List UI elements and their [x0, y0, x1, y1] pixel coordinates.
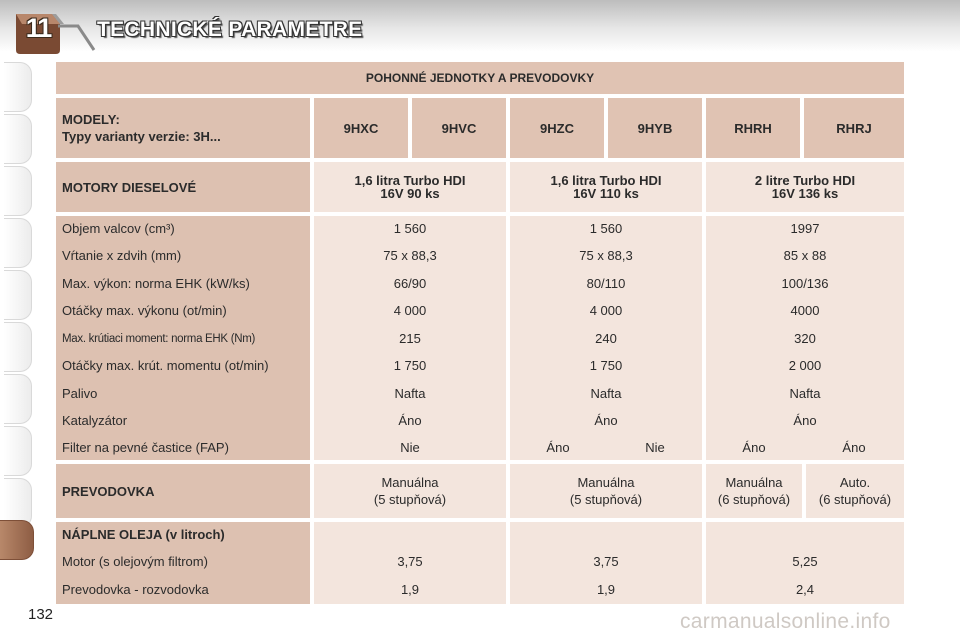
- spec-value: 75 x 88,3: [579, 248, 633, 263]
- spec-label: Objem valcov (cm³): [62, 221, 175, 236]
- fap-value: Nie: [400, 440, 420, 455]
- spec-value: 4 000: [589, 303, 623, 318]
- gearbox-cell: [314, 464, 506, 518]
- engine-cell: [314, 162, 506, 212]
- gearbox-cell: [510, 464, 702, 518]
- model-cell: 9HZC: [510, 98, 604, 158]
- oil-row-label: Prevodovka - rozvodovka: [62, 582, 209, 597]
- fap-value: Áno: [742, 440, 766, 455]
- engine-line1: 1,6 litra Turbo HDI: [354, 173, 466, 188]
- spec-label: Max. krútiaci moment: norma EHK (Nm): [62, 333, 256, 345]
- gearbox-line1: Manuálna: [725, 475, 783, 490]
- spec-value: 1 750: [393, 358, 427, 373]
- gearbox-line1: Manuálna: [381, 475, 439, 490]
- oil-value: 1,9: [400, 582, 420, 597]
- oil-value: 2,4: [795, 582, 815, 597]
- spec-label: Otáčky max. výkonu (ot/min): [62, 303, 227, 318]
- spec-value: 100/136: [781, 276, 829, 291]
- side-tab[interactable]: [4, 218, 32, 268]
- fap-value: Áno: [842, 440, 866, 455]
- side-tab[interactable]: [4, 270, 32, 320]
- spec-value: Áno: [398, 413, 422, 428]
- spec-value: 80/110: [586, 276, 626, 291]
- oil-value: 3,75: [593, 554, 619, 569]
- spec-value: Áno: [594, 413, 618, 428]
- spec-value: 2 000: [788, 358, 822, 373]
- spec-value: Áno: [793, 413, 817, 428]
- spec-label: Vŕtanie x zdvih (mm): [62, 248, 182, 263]
- page-title: TECHNICKÉ PARAMETRE: [97, 18, 363, 41]
- side-tab[interactable]: [4, 166, 32, 216]
- spec-value: 66/90: [393, 276, 427, 291]
- gearbox-cell: [706, 464, 802, 518]
- engine-line1: 1,6 litra Turbo HDI: [550, 173, 662, 188]
- engine-cell: [510, 162, 702, 212]
- page-header: [0, 0, 960, 58]
- header-divider-icon: [58, 24, 98, 54]
- spec-value: 215: [399, 331, 421, 346]
- oil-value: 3,75: [397, 554, 423, 569]
- oil-label: NÁPLNE OLEJA (v litroch): [62, 527, 225, 542]
- gearbox-line2: (6 stupňová): [717, 492, 791, 507]
- watermark: carmanualsonline.info: [680, 610, 891, 633]
- gearbox-line1: Auto.: [839, 475, 871, 490]
- engine-line1: 2 litre Turbo HDI: [754, 173, 856, 188]
- side-tab[interactable]: [4, 426, 32, 476]
- side-tab-active[interactable]: [0, 520, 34, 560]
- engine-cell: [706, 162, 904, 212]
- gearbox-line2: (5 stupňová): [569, 492, 643, 507]
- spec-value: 4 000: [393, 303, 427, 318]
- spec-value: 1 560: [393, 221, 427, 236]
- gearbox-cell: [806, 464, 904, 518]
- spec-value: 240: [595, 331, 617, 346]
- spec-value: Nafta: [789, 386, 821, 401]
- models-label: [56, 98, 310, 158]
- gearbox-line1: Manuálna: [577, 475, 635, 490]
- gearbox-line2: (6 stupňová): [818, 492, 892, 507]
- model-cell: RHRH: [706, 98, 800, 158]
- model-cell: 9HXC: [314, 98, 408, 158]
- spec-value: 75 x 88,3: [383, 248, 437, 263]
- spec-value: 1 750: [589, 358, 623, 373]
- spec-label: Otáčky max. krút. momentu (ot/min): [62, 358, 269, 373]
- models-label-line2: Typy varianty verzie: 3H...: [62, 129, 221, 144]
- oil-row-label: Motor (s olejovým filtrom): [62, 554, 208, 569]
- spec-value: 85 x 88: [783, 248, 827, 263]
- oil-value: 1,9: [596, 582, 616, 597]
- fap-label: Filter na pevné častice (FAP): [62, 440, 229, 455]
- spec-value: 320: [794, 331, 816, 346]
- gearbox-label: PREVODOVKA: [56, 464, 310, 518]
- side-tab[interactable]: [4, 62, 32, 112]
- oil-value: 5,25: [792, 554, 818, 569]
- spec-value: Nafta: [590, 386, 622, 401]
- spec-value: 1 560: [589, 221, 623, 236]
- engines-label: MOTORY DIESELOVÉ: [56, 162, 310, 212]
- engine-line2: 16V 136 ks: [771, 186, 839, 201]
- side-tab[interactable]: [4, 114, 32, 164]
- fap-value: Nie: [645, 440, 665, 455]
- side-tab[interactable]: [4, 322, 32, 372]
- side-tab[interactable]: [4, 374, 32, 424]
- fap-value: Áno: [546, 440, 570, 455]
- model-cell: RHRJ: [804, 98, 904, 158]
- engine-line2: 16V 110 ks: [573, 186, 639, 201]
- model-cell: 9HYB: [608, 98, 702, 158]
- spec-label: Max. výkon: norma EHK (kW/ks): [62, 276, 250, 291]
- spec-value: 1997: [790, 221, 820, 236]
- engine-line2: 16V 90 ks: [380, 186, 440, 201]
- chapter-side-tabs: [0, 62, 38, 582]
- spec-label: Palivo: [62, 386, 98, 401]
- table-title: POHONNÉ JEDNOTKY A PREVODOVKY: [56, 62, 904, 94]
- models-label-line1: MODELY:: [62, 112, 120, 127]
- gearbox-line2: (5 stupňová): [373, 492, 447, 507]
- spec-label: Katalyzátor: [62, 413, 128, 428]
- model-cell: 9HVC: [412, 98, 506, 158]
- page-number: 132: [28, 606, 54, 623]
- chapter-number: 11: [25, 13, 51, 43]
- spec-value: 4000: [790, 303, 820, 318]
- spec-value: Nafta: [394, 386, 426, 401]
